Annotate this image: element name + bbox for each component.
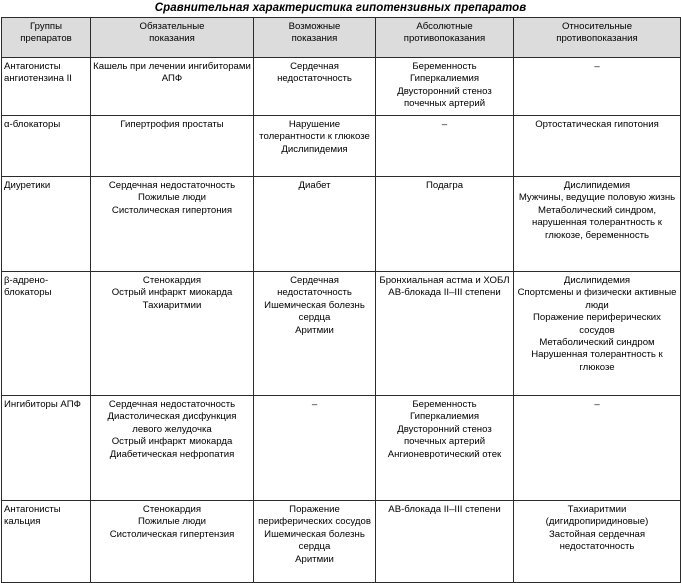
cell-line: Гипертрофия простаты <box>120 119 224 130</box>
cell-line: Систолическая гипертензия <box>109 528 235 540</box>
cell-possible-indications <box>254 501 376 583</box>
column-header-possible-indications <box>254 18 376 58</box>
cell-line: Поражение периферических сосудов <box>533 312 661 336</box>
cell-line: Мужчины, ведущие половую жизнь <box>518 192 676 204</box>
cell-line: Ишемическая болезнь сердца <box>264 528 365 553</box>
cell-line: Тахиаритмии (дигидропиридиновые) <box>545 504 649 528</box>
cell-line: Стенокардия <box>142 504 202 515</box>
cell-line: Кашель при лечении ингибиторами АПФ <box>93 61 251 85</box>
cell-absolute-contraindications <box>376 501 514 583</box>
cell-line: Метаболический синдром, нарушенная толерантность к глюкозе, беременность <box>532 204 662 241</box>
cell-line: Пожилые люди <box>138 192 206 204</box>
cell-line: Ангионевротический отек <box>387 448 502 460</box>
cell-line: Сердечная недостаточность <box>277 275 352 299</box>
cell-line: – <box>594 61 600 72</box>
cell-line: Гиперкалиемия <box>409 411 480 423</box>
cell-possible-indications <box>254 58 376 116</box>
cell-line: Стенокардия <box>142 275 202 286</box>
header-line: Абсолютные <box>416 21 473 32</box>
table-row <box>2 58 681 116</box>
cell-drug-group <box>2 177 91 272</box>
cell-drug-group <box>2 58 91 116</box>
cell-mandatory-indications <box>91 396 254 501</box>
cell-line: Диастолическая дисфункция левого желудочка <box>107 411 237 435</box>
cell-line: Острый инфаркт миокарда <box>111 436 233 448</box>
cell-line: Сердечная недостаточность <box>108 180 236 191</box>
header-row <box>2 18 681 58</box>
table-header <box>2 18 681 58</box>
cell-possible-indications <box>254 116 376 177</box>
cell-line: Дислипидемия <box>563 275 631 286</box>
cell-drug-group <box>2 501 91 583</box>
cell-relative-contraindications <box>514 177 681 272</box>
cell-relative-contraindications <box>514 116 681 177</box>
cell-line: β-адрено-блокаторы <box>4 275 52 299</box>
table-row <box>2 177 681 272</box>
cell-line: – <box>311 399 318 410</box>
cell-line: Сердечная недостаточность <box>277 61 352 85</box>
comparison-table <box>1 17 681 583</box>
cell-line: Ингибиторы АПФ <box>4 399 81 410</box>
cell-line: Сердечная недостаточность <box>108 399 236 410</box>
cell-line: АВ-блокада II–III степени <box>388 287 501 299</box>
cell-line: Тахиаритмии <box>142 299 202 311</box>
cell-relative-contraindications <box>514 396 681 501</box>
header-line: показания <box>291 33 338 45</box>
cell-relative-contraindications <box>514 58 681 116</box>
cell-absolute-contraindications <box>376 58 514 116</box>
cell-line: Спортсмены и физически активные люди <box>517 287 677 311</box>
cell-line: Аритмии <box>295 553 334 565</box>
cell-absolute-contraindications <box>376 396 514 501</box>
cell-line: Дислипидемия <box>563 180 631 191</box>
cell-line: Поражение периферических сосудов <box>258 504 371 528</box>
cell-absolute-contraindications <box>376 272 514 396</box>
header-line: Относительные <box>561 21 633 32</box>
cell-absolute-contraindications <box>376 177 514 272</box>
cell-line: АВ-блокада II–III степени <box>388 504 501 515</box>
column-header-mandatory-indications <box>91 18 254 58</box>
cell-line: Диуретики <box>4 180 51 191</box>
cell-line: Антагонисты кальция <box>4 504 61 528</box>
table-body <box>2 58 681 583</box>
cell-line: Бронхиальная астма и ХОБЛ <box>379 275 510 286</box>
cell-possible-indications <box>254 177 376 272</box>
cell-line: Ишемическая болезнь сердца <box>264 299 365 324</box>
header-line: Возможные <box>288 21 341 32</box>
header-line: противопоказания <box>556 33 638 45</box>
column-header-absolute-contraindications <box>376 18 514 58</box>
cell-line: Нарушение толерантности к глюкозе <box>259 119 370 143</box>
cell-line: Дислипидемия <box>281 143 348 155</box>
cell-line: Нарушенная толерантность к глюкозе <box>531 349 663 373</box>
header-line: Группы <box>30 21 62 32</box>
page-title: Сравнительная характеристика гипотензивных препаратов <box>154 2 527 14</box>
cell-line: Метаболический синдром <box>539 337 655 349</box>
cell-mandatory-indications <box>91 177 254 272</box>
table-row <box>2 396 681 501</box>
table-row <box>2 501 681 583</box>
cell-possible-indications <box>254 272 376 396</box>
cell-line: Двусторонний стеноз почечных артерий <box>397 423 492 448</box>
cell-line: α-блокаторы <box>4 119 61 130</box>
cell-line: Аритмии <box>295 324 334 336</box>
cell-mandatory-indications <box>91 58 254 116</box>
header-line: противопоказания <box>403 33 486 45</box>
cell-drug-group <box>2 116 91 177</box>
cell-line: Систолическая гипертония <box>111 204 233 216</box>
header-line: Обязательные <box>139 21 205 32</box>
cell-possible-indications <box>254 396 376 501</box>
cell-line: Беременность <box>412 399 477 410</box>
cell-line: Антагонисты ангиотензина II <box>4 61 72 85</box>
table-row <box>2 116 681 177</box>
cell-relative-contraindications <box>514 272 681 396</box>
header-line: препаратов <box>20 33 72 45</box>
cell-absolute-contraindications <box>376 116 514 177</box>
cell-line: – <box>594 399 600 410</box>
cell-mandatory-indications <box>91 116 254 177</box>
cell-mandatory-indications <box>91 272 254 396</box>
column-header-group <box>2 18 91 58</box>
cell-relative-contraindications <box>514 501 681 583</box>
cell-line: Гиперкалиемия <box>409 73 480 85</box>
cell-line: Двусторонний стеноз почечных артерий <box>397 85 492 110</box>
cell-line: Пожилые люди <box>138 516 206 528</box>
cell-line: Диабет <box>298 180 331 191</box>
cell-drug-group <box>2 272 91 396</box>
cell-drug-group <box>2 396 91 501</box>
cell-line: Острый инфаркт миокарда <box>111 287 233 299</box>
cell-line: Застойная сердечная недостаточность <box>548 528 646 553</box>
cell-line: Беременность <box>412 61 477 72</box>
cell-line: – <box>441 119 448 130</box>
column-header-relative-contraindications <box>514 18 681 58</box>
cell-line: Диабетическая нефропатия <box>109 448 235 460</box>
table-row <box>2 272 681 396</box>
cell-mandatory-indications <box>91 501 254 583</box>
cell-line: Ортостатическая гипотония <box>535 119 659 130</box>
header-line: показания <box>149 33 195 45</box>
cell-line: Подагра <box>425 180 464 191</box>
